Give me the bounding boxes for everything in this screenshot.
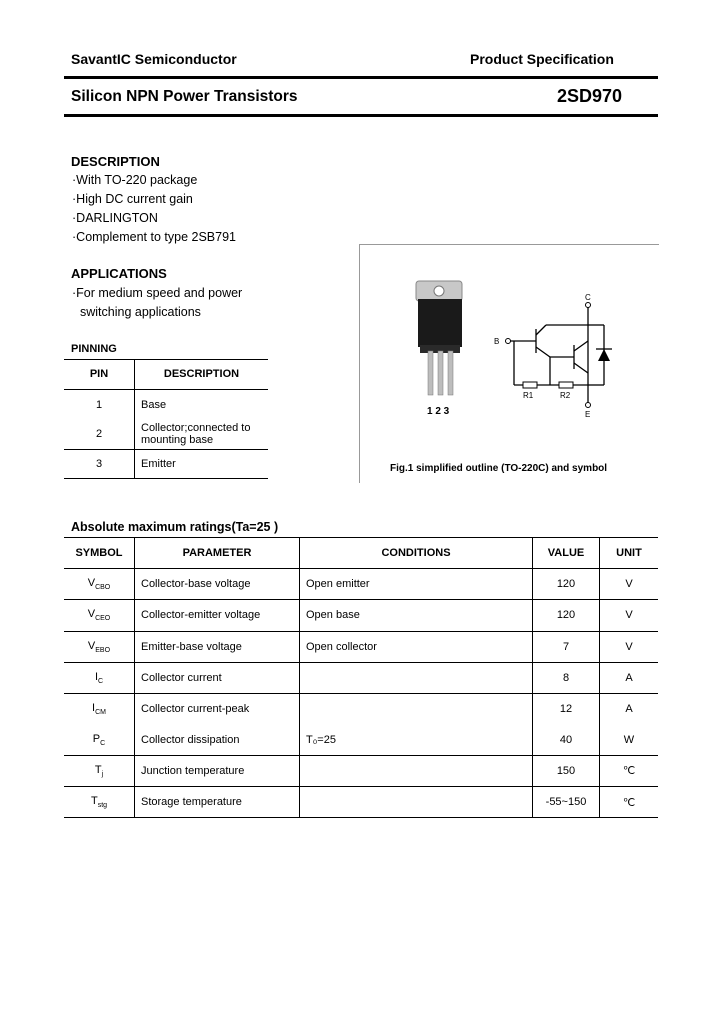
applications-title: APPLICATIONS — [71, 266, 167, 281]
description-item: ·Complement to type 2SB791 — [72, 230, 236, 244]
ratings-header-row — [64, 538, 658, 569]
pin-number: 2 — [64, 420, 135, 450]
table-row — [64, 694, 658, 725]
label-c: C — [585, 293, 591, 302]
part-number: 2SD970 — [557, 86, 623, 106]
base-terminal — [506, 339, 511, 344]
unit-cell: A — [600, 662, 659, 693]
value-cell: 150 — [533, 755, 600, 786]
pin-number: 3 — [64, 450, 135, 479]
unit-cell: A — [600, 694, 659, 725]
value-cell: 120 — [533, 569, 600, 600]
value-cell: 7 — [533, 631, 600, 662]
pin-numbers-label: 1 2 3 — [427, 406, 450, 417]
pin-description: Base — [141, 398, 167, 411]
pinning-table — [64, 359, 268, 479]
conditions-cell — [300, 694, 533, 725]
unit-cell: W — [600, 724, 659, 755]
symbol-cell: $V_{CEO}$ — [64, 600, 135, 631]
symbol-cell: $P_C$ — [64, 724, 135, 755]
figure-box — [359, 244, 659, 483]
pin-desc-header: DESCRIPTION — [135, 359, 269, 390]
table-row — [64, 569, 658, 600]
applications-line-2: switching applications — [80, 305, 201, 319]
description-list — [72, 171, 236, 247]
header-rule-bottom — [64, 114, 658, 117]
table-row — [64, 420, 268, 450]
table-row — [64, 787, 658, 818]
symbol-cell: $T_{stg}$ — [64, 787, 135, 818]
table-row — [64, 390, 268, 420]
company-name: SavantIC Semiconductor — [71, 51, 237, 67]
parameter-header: PARAMETER — [135, 538, 300, 569]
description-item: ·High DC current gain — [72, 192, 193, 206]
unit-cell: V — [600, 569, 659, 600]
label-e: E — [585, 410, 591, 419]
value-cell: 120 — [533, 600, 600, 631]
table-row — [64, 600, 658, 631]
symbol-cell: $I_C$ — [64, 662, 135, 693]
pinning-title: PINNING — [71, 343, 117, 355]
parameter-cell: Collector current-peak — [135, 694, 300, 725]
unit-cell: ℃ — [600, 787, 659, 818]
description-item: ·DARLINGTON — [72, 211, 158, 225]
unit-cell: V — [600, 600, 659, 631]
resistor-r2 — [559, 382, 573, 388]
figure-drawing — [360, 245, 659, 483]
parameter-cell: Junction temperature — [135, 755, 300, 786]
conditions-cell — [300, 787, 533, 818]
ratings-title: Absolute maximum ratings(Ta=25 ) — [71, 520, 279, 534]
description-item: ·With TO-220 package — [72, 173, 198, 187]
conditions-cell — [300, 755, 533, 786]
conditions-header: CONDITIONS — [300, 538, 533, 569]
diode-symbol — [598, 349, 610, 361]
symbol-cell: $T_j$ — [64, 755, 135, 786]
conditions-cell: Open emitter — [300, 569, 533, 600]
symbol-header: SYMBOL — [64, 538, 135, 569]
parameter-cell: Collector-emitter voltage — [135, 600, 300, 631]
symbol-cell: $V_{CBO}$ — [64, 569, 135, 600]
parameter-cell: Collector dissipation — [135, 724, 300, 755]
value-cell: -55~150 — [533, 787, 600, 818]
table-row — [64, 724, 658, 755]
conditions-cell: T₀=25 — [300, 724, 533, 755]
applications-line-1: ·For medium speed and power — [72, 286, 243, 300]
collector-terminal — [586, 303, 591, 308]
emitter-terminal — [586, 403, 591, 408]
parameter-cell: Collector current — [135, 662, 300, 693]
parameter-cell: Storage temperature — [135, 787, 300, 818]
table-row — [64, 662, 658, 693]
pin-description: Collector;connected to mounting base — [141, 422, 251, 447]
pin-description: Emitter — [135, 450, 269, 479]
label-b: B — [494, 337, 500, 346]
conditions-cell — [300, 662, 533, 693]
unit-header: UNIT — [600, 538, 659, 569]
ratings-table — [64, 537, 658, 818]
label-r1: R1 — [523, 391, 534, 400]
symbol-cell: $V_{EBO}$ — [64, 631, 135, 662]
value-cell: 12 — [533, 694, 600, 725]
symbol-cell: $I_{CM}$ — [92, 702, 106, 717]
value-header: VALUE — [533, 538, 600, 569]
header-rule-top — [64, 76, 658, 79]
conditions-cell: Open base — [300, 600, 533, 631]
table-row — [64, 450, 268, 479]
product-line: Silicon NPN Power Transistors — [71, 88, 298, 105]
unit-cell: ℃ — [600, 755, 659, 786]
parameter-cell: Collector-base voltage — [135, 569, 300, 600]
value-cell: 8 — [533, 662, 600, 693]
resistor-r1 — [523, 382, 537, 388]
pinning-header-row — [64, 359, 268, 390]
description-title: DESCRIPTION — [71, 154, 160, 169]
figure-caption: Fig.1 simplified outline (TO-220C) and symbol — [390, 463, 608, 474]
table-row — [64, 631, 658, 662]
conditions-cell: Open collector — [300, 631, 533, 662]
unit-cell: V — [600, 631, 659, 662]
pin-header: PIN — [64, 359, 135, 390]
value-cell: 40 — [533, 724, 600, 755]
parameter-cell: Emitter-base voltage — [135, 631, 300, 662]
pin-number: 1 — [64, 390, 135, 420]
label-r2: R2 — [560, 391, 571, 400]
to220-package-image — [416, 281, 462, 395]
doc-type: Product Specification — [470, 51, 614, 67]
table-row — [64, 755, 658, 786]
